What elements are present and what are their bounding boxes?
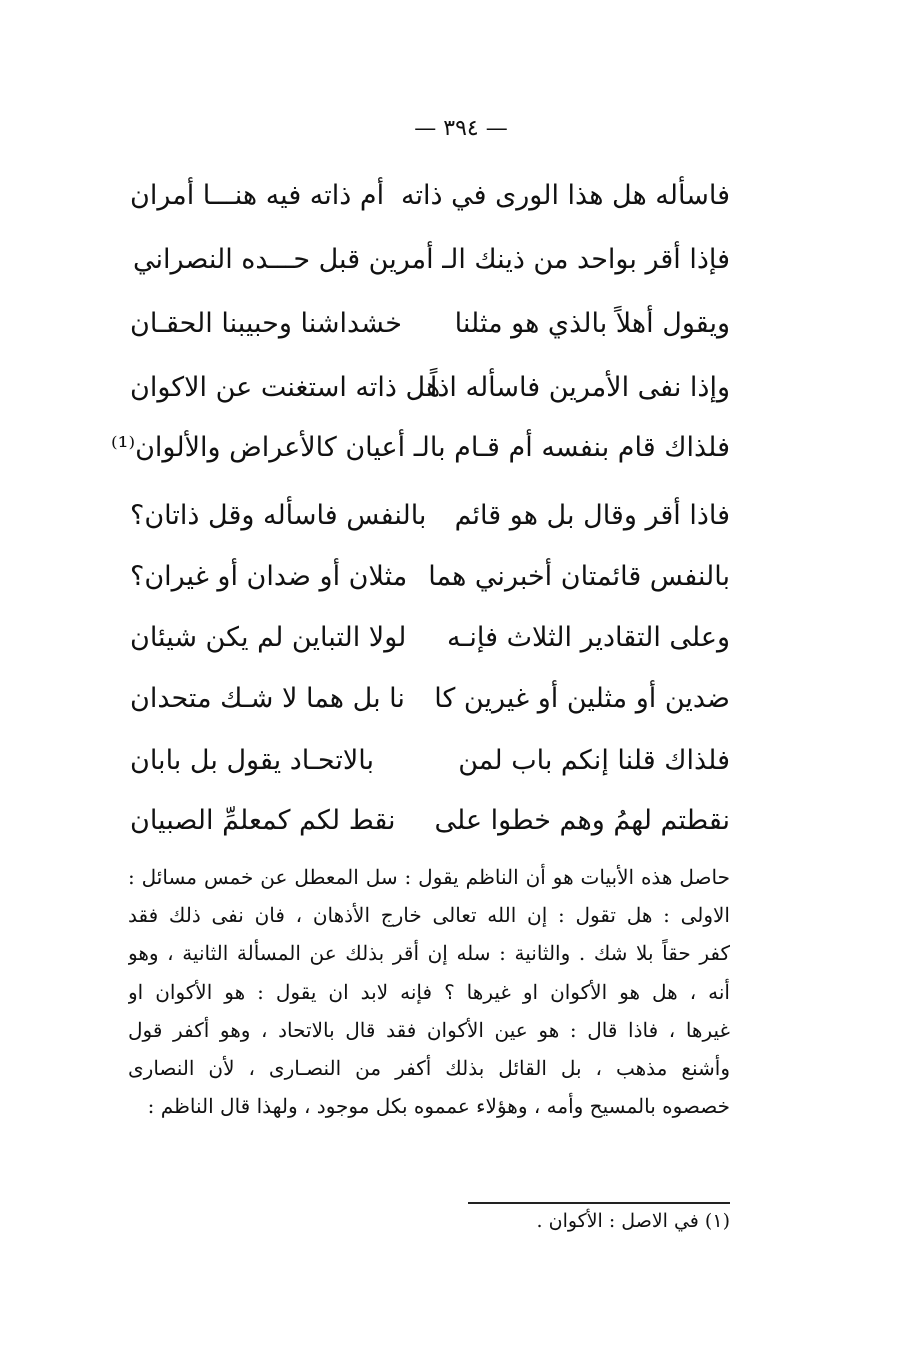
verse-second-hemistich: بالاتحـاد يقول بل بابان	[130, 745, 375, 776]
verse-first-hemistich: وعلى التقادير الثلاث فإنـه	[447, 622, 730, 653]
verse-full-line: فلذاك قام بنفسه أم قـام بالـ أعيان كالأعراض والألوان⁽¹⁾	[110, 432, 730, 463]
commentary-line: خصصوه بالمسيح وأمه ، وهؤلاء عمموه بكل موجود ، ولهذا قال الناظم :	[147, 1094, 730, 1119]
verse-second-hemistich: بالنفس فاسأله وقل ذاتان؟	[130, 500, 427, 531]
verse-11	[130, 799, 730, 843]
verse-first-hemistich: فاسأله هل هذا الورى في ذاته	[401, 180, 730, 211]
verse-first-hemistich: وإذا نفى الأمرين فاسأله اذاً	[429, 372, 730, 403]
verse-4	[130, 366, 730, 410]
verse-first-hemistich: فاذا أقر وقال بل هو قائم	[454, 500, 730, 531]
commentary-line: أنه ، هل هو الأكوان او غيرها ؟ فإنه لابد ان يقول : هو الأكوان او	[128, 979, 730, 1004]
verse-10	[130, 739, 730, 783]
page-number: — ٣٩٤ —	[414, 116, 508, 141]
commentary-line: حاصل هذه الأبيات هو أن الناظم يقول : سل المعطل عن خمس مسائل :	[128, 865, 730, 889]
verse-first-hemistich: فلذاك قلنا إنكم باب لمن	[458, 745, 730, 776]
verse-first-hemistich: ضدين أو مثلين أو غيرين كا	[434, 683, 730, 714]
commentary-line: غيرها ، فاذا قال : هو عين الأكوان فقد قال بالاتحاد ، وهو أكفر قول	[128, 1017, 730, 1042]
verse-second-hemistich: نقط لكم كمعلمِّ الصبيان	[130, 805, 396, 836]
verse-first-hemistich: نقطتم لهمُ وهم خطوا على	[434, 805, 730, 836]
verse-second-hemistich: لولا التباين لم يكن شيئان	[130, 622, 407, 653]
verse-full-line: فإذا أقر بواحد من ذينك الـ أمرين قبل حـــده النصراني	[132, 244, 730, 275]
commentary-paragraph	[128, 858, 730, 1125]
verse-2	[130, 238, 730, 282]
commentary-line: وأشنع مذهب ، بل القائل بذلك أكفر من النصـارى ، لأن النصارى	[128, 1055, 730, 1080]
verse-first-hemistich: بالنفس قائمتان أخبرني هما	[428, 561, 730, 592]
verse-second-hemistich: هل ذاته استغنت عن الاكوان	[130, 372, 441, 403]
verse-first-hemistich: ويقول أهلاً بالذي هو مثلنا	[454, 308, 730, 339]
verse-6	[130, 494, 730, 538]
verse-9	[130, 677, 730, 721]
verse-5	[110, 426, 730, 470]
verse-second-hemistich: نا بل هما لا شـك متحدان	[130, 683, 405, 714]
verse-second-hemistich: خشداشنا وحبيبنا الحقـان	[130, 308, 402, 339]
verse-second-hemistich: أم ذاته فيه هنـــا أمران	[130, 180, 385, 211]
footnote: (١) في الاصل : الأكوان .	[536, 1210, 730, 1232]
commentary-line: الاولى : هل تقول : إن الله تعالى خارج الأذهان ، فان نفى ذلك فقد	[128, 903, 730, 928]
commentary-line: كفر حقاً بلا شك . والثانية : سله إن أقر بذلك عن المسألة الثانية ، وهو	[128, 941, 730, 966]
verse-7	[130, 555, 730, 599]
verse-second-hemistich: مثلان أو ضدان أو غيران؟	[130, 561, 408, 592]
verse-8	[130, 616, 730, 660]
verse-1	[130, 174, 730, 218]
verse-3	[130, 302, 730, 346]
